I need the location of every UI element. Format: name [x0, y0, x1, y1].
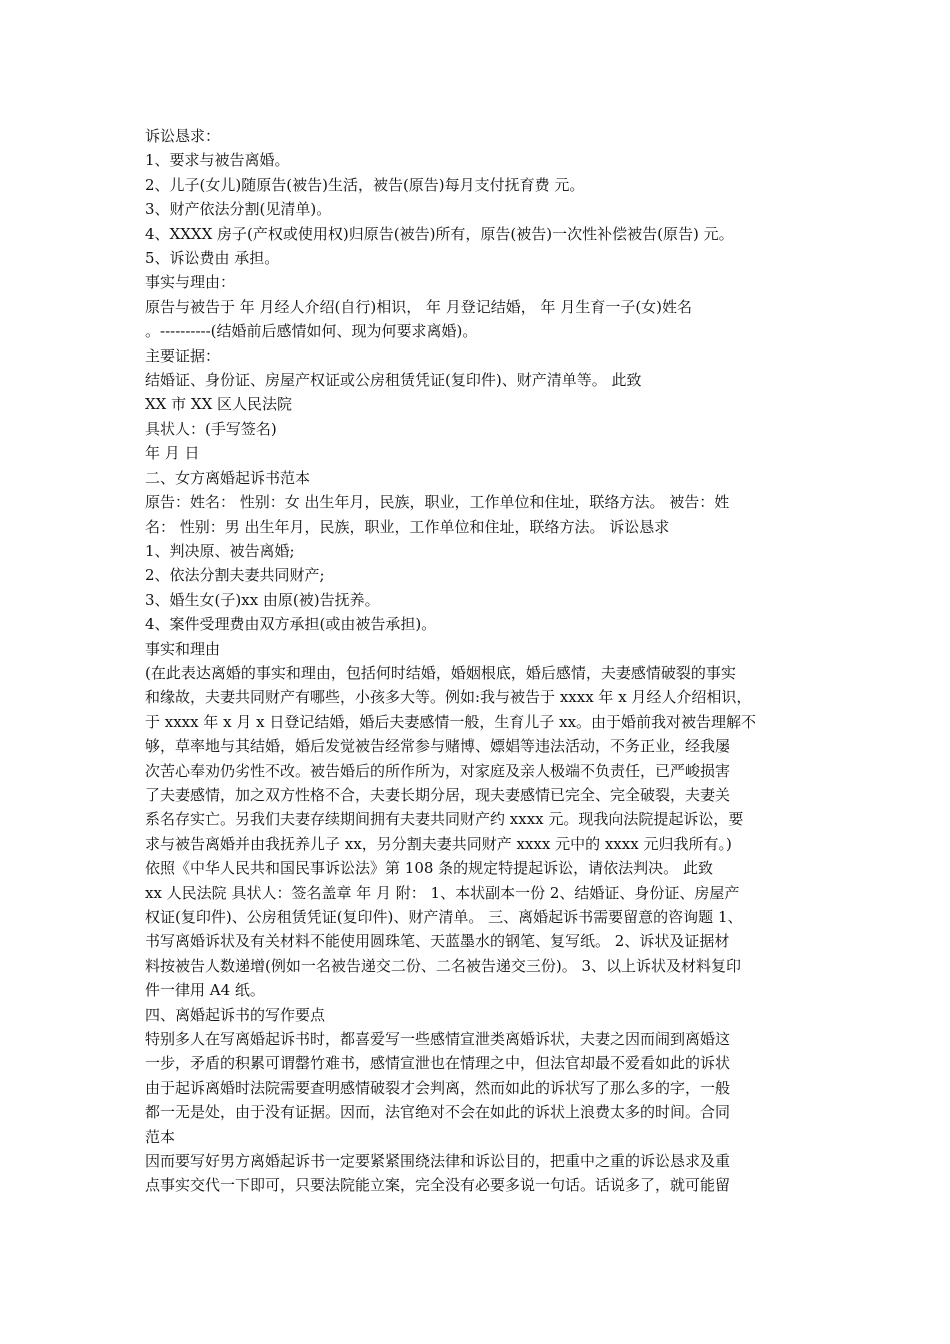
text-line: 3、婚生女(子)xx 由原(被)告抚养。: [145, 590, 380, 609]
text-line: 1、判决原、被告离婚;: [145, 541, 295, 560]
text-line: 书写离婚诉状及有关材料不能使用圆珠笔、天蓝墨水的钢笔、复写纸。 2、诉状及证据材: [145, 932, 730, 951]
text-line: 系名存实亡。另我们夫妻存续期间拥有夫妻共同财产约 xxxx 元。现我向法院提起诉讼，要: [145, 810, 744, 829]
text-line: 。----------(结婚前后感情如何、现为何要求离婚)。: [145, 322, 478, 341]
text-line: 了夫妻感情，加之双方性格不合，夫妻长期分居，现夫妻感情已完全、完全破裂，夫妻关: [145, 785, 731, 804]
text-line: 年 月 日: [145, 444, 200, 463]
text-line: 一步，矛盾的积累可谓罄竹难书，感情宣泄也在情理之中，但法官却最不爱看如此的诉状: [145, 1054, 731, 1073]
text-line: 原告：姓名： 性别：女 出生年月，民族，职业，工作单位和住址，联络方法。 被告：姓: [145, 493, 730, 512]
text-line: 因而要写好男方离婚起诉书一定要紧紧围绕法律和诉讼目的，把重中之重的诉讼恳求及重: [145, 1152, 731, 1171]
text-line: 依照《中华人民共和国民事诉讼法》第 108 条的规定特提起诉讼，请依法判决。 此致: [145, 859, 713, 878]
text-line: 3、财产依法分割(见清单)。: [145, 200, 332, 219]
text-line: 2、依法分割夫妻共同财产;: [145, 566, 325, 585]
text-line: 1、要求与被告离婚。: [145, 151, 290, 170]
text-line: 于 xxxx 年 x 月 x 日登记结婚，婚后夫妻感情一般，生育儿子 xx。由于婚前我对被告理解不: [145, 712, 757, 731]
section-heading: 事实与理由：: [145, 273, 236, 292]
text-line: 5、诉讼费由 承担。: [145, 249, 280, 268]
text-line: 点事实交代一下即可，只要法院能立案，完全没有必要多说一句话。话说多了，就可能留: [145, 1176, 731, 1195]
text-line: 够，草率地与其结婚，婚后发觉被告经常参与赌博、嫖娼等违法活动，不务正业，经我屡: [145, 737, 731, 756]
text-line: 范本: [145, 1127, 176, 1146]
text-line: 次苦心奉劝仍劣性不改。被告婚后的所作所为，对家庭及亲人极端不负责任，已严峻损害: [145, 761, 731, 780]
text-line: 原告与被告于 年 月经人介绍(自行)相识， 年 月登记结婚， 年 月生育一子(女)姓名: [145, 297, 693, 316]
text-line: 都一无是处，由于没有证据。因而，法官绝对不会在如此的诉状上浪费太多的时间。合同: [145, 1103, 731, 1122]
text-line: 4、案件受理费由双方承担(或由被告承担)。: [145, 615, 437, 634]
text-line: 结婚证、身份证、房屋产权证或公房租赁凭证(复印件)、财产清单等。 此致: [145, 371, 642, 390]
text-line: xx 人民法院 具状人：签名盖章 年 月 附： 1、本状副本一份 2、结婚证、身份证、房屋产: [145, 883, 740, 902]
text-line: 4、XXXX 房子(产权或使用权)归原告(被告)所有，原告(被告)一次性补偿被告(原告) 元。: [145, 224, 734, 243]
text-line: 诉讼恳求：: [145, 127, 221, 145]
text-line: 权证(复印件)、公房租赁凭证(复印件)、财产清单。 三、离婚起诉书需要留意的咨询题 1、: [145, 908, 743, 926]
text-line: 特别多人在写离婚起诉书时，都喜爱写一些感情宣泄类离婚诉状，夫妻之因而闹到离婚这: [145, 1030, 731, 1049]
section-heading: 主要证据：: [145, 346, 221, 365]
text-line: 料按被告人数递增(例如一名被告递交二份、二名被告递交三份)。 3、以上诉状及材料复印: [145, 956, 742, 975]
text-line: 由于起诉离婚时法院需要查明感情破裂才会判离，然而如此的诉状写了那么多的字，一般: [145, 1078, 731, 1097]
section-heading: 四、离婚起诉书的写作要点: [145, 1005, 326, 1024]
text-line: (在此表达离婚的事实和理由，包括何时结婚，婚姻根底，婚后感情，夫妻感情破裂的事实: [145, 663, 736, 682]
text-line: XX 市 XX 区人民法院: [145, 395, 293, 414]
section-heading: 二、女方离婚起诉书范本: [145, 468, 311, 487]
text-line: 具状人：(手写签名): [145, 419, 277, 438]
section-heading: 事实和理由: [145, 639, 221, 658]
text-line: 名： 性别：男 出生年月，民族，职业，工作单位和住址，联络方法。 诉讼恳求: [145, 517, 670, 536]
document-body: [145, 124, 810, 1198]
text-line: 件一律用 A4 纸。: [145, 981, 265, 1000]
text-line: 2、儿子(女儿)随原告(被告)生活，被告(原告)每月支付抚育费 元。: [145, 175, 585, 194]
text-line: 求与被告离婚并由我抚养儿子 xx，另分割夫妻共同财产 xxxx 元中的 xxxx 元归我所有。): [145, 834, 732, 853]
text-line: 和缘故，夫妻共同财产有哪些，小孩多大等。例如:我与被告于 xxxx 年 x 月经人介绍相识，: [145, 688, 752, 707]
